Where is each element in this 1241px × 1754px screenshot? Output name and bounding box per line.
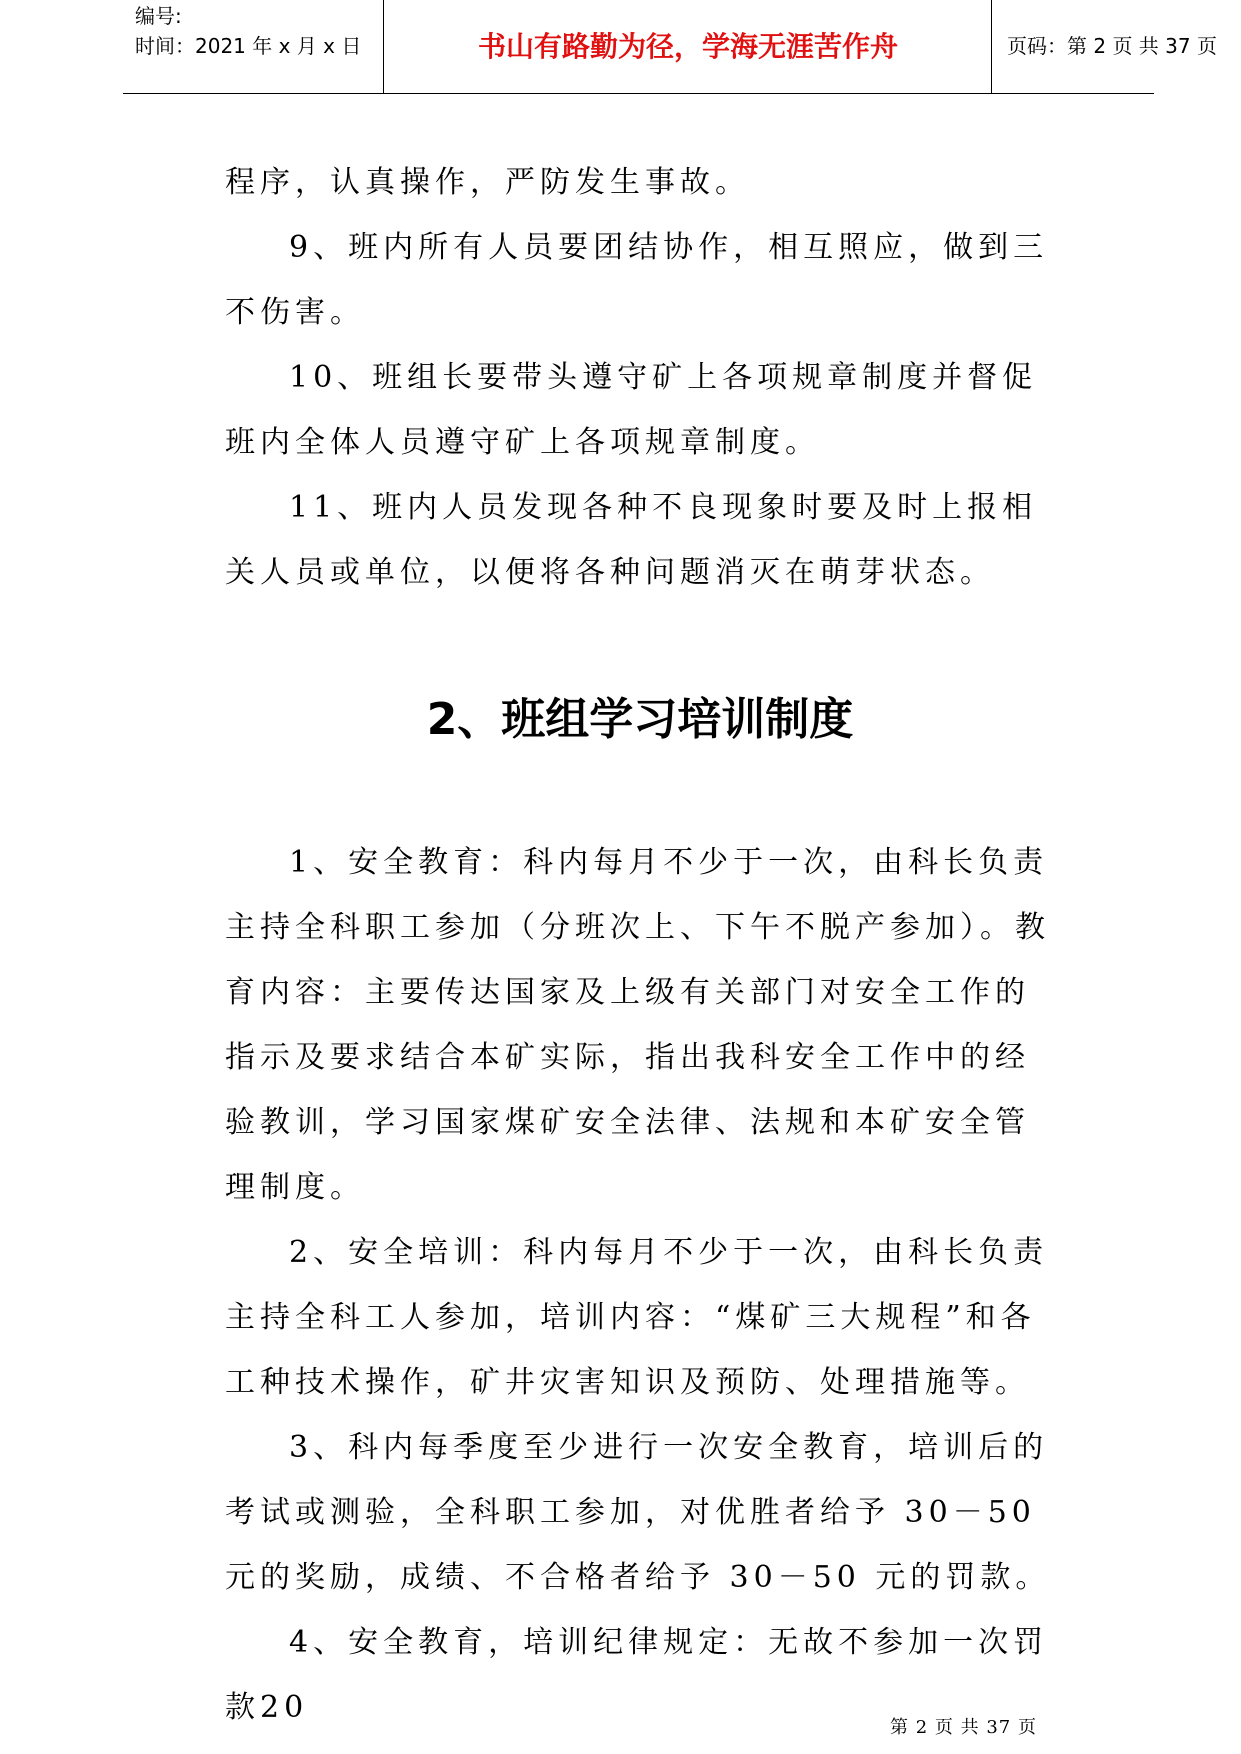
- section-training-rules: [225, 830, 1055, 1740]
- header-page-number: 页码：第 2 页 共 37 页: [1007, 34, 1217, 58]
- paragraph: 10、班组长要带头遵守矿上各项规章制度并督促班内全体人员遵守矿上各项规章制度。: [225, 360, 1038, 460]
- header-motto: 书山有路勤为径，学海无涯苦作舟: [385, 0, 992, 93]
- section-heading-wrap: [225, 690, 1055, 750]
- paragraph: 程序，认真操作，严防发生事故。: [225, 165, 750, 200]
- header-meta-cell: [123, 0, 384, 93]
- paragraph: 1、安全教育：科内每月不少于一次，由科长负责主持全科职工参加（分班次上、下午不脱产参加）。教育内容：主要传达国家及上级有关部门对安全工作的指示及要求结合本矿实际，指出我科安全工作中的经验教训，学习国家煤矿安全法律、法规和本矿安全管理制度。: [225, 845, 1050, 1205]
- document-time-label: 时间：2021 年 x 月 x 日: [135, 34, 362, 58]
- paragraph: 2、安全培训：科内每月不少于一次，由科长负责主持全科工人参加，培训内容：“煤矿三大规程”和各工种技术操作，矿井灾害知识及预防、处理措施等。: [225, 1235, 1049, 1400]
- paragraph: 3、科内每季度至少进行一次安全教育，培训后的考试或测验，全科职工参加，对优胜者给予 30－50 元的奖励，成绩、不合格者给予 30－50 元的罚款。: [225, 1430, 1051, 1595]
- page-header: [123, 0, 1217, 94]
- paragraph: 9、班内所有人员要团结协作，相互照应，做到三不伤害。: [225, 230, 1049, 330]
- document-number-label: 编号:: [135, 4, 182, 28]
- section-heading: 2、班组学习培训制度: [426, 694, 854, 745]
- paragraph: 11、班内人员发现各种不良现象时要及时上报相关人员或单位，以便将各种问题消灭在萌芽状态。: [225, 490, 1038, 590]
- page-footer: 第 2 页 共 37 页: [890, 1717, 1037, 1738]
- paragraph: 4、安全教育，培训纪律规定：无故不参加一次罚款20: [225, 1625, 1049, 1725]
- section-continued-rules: [225, 150, 1055, 605]
